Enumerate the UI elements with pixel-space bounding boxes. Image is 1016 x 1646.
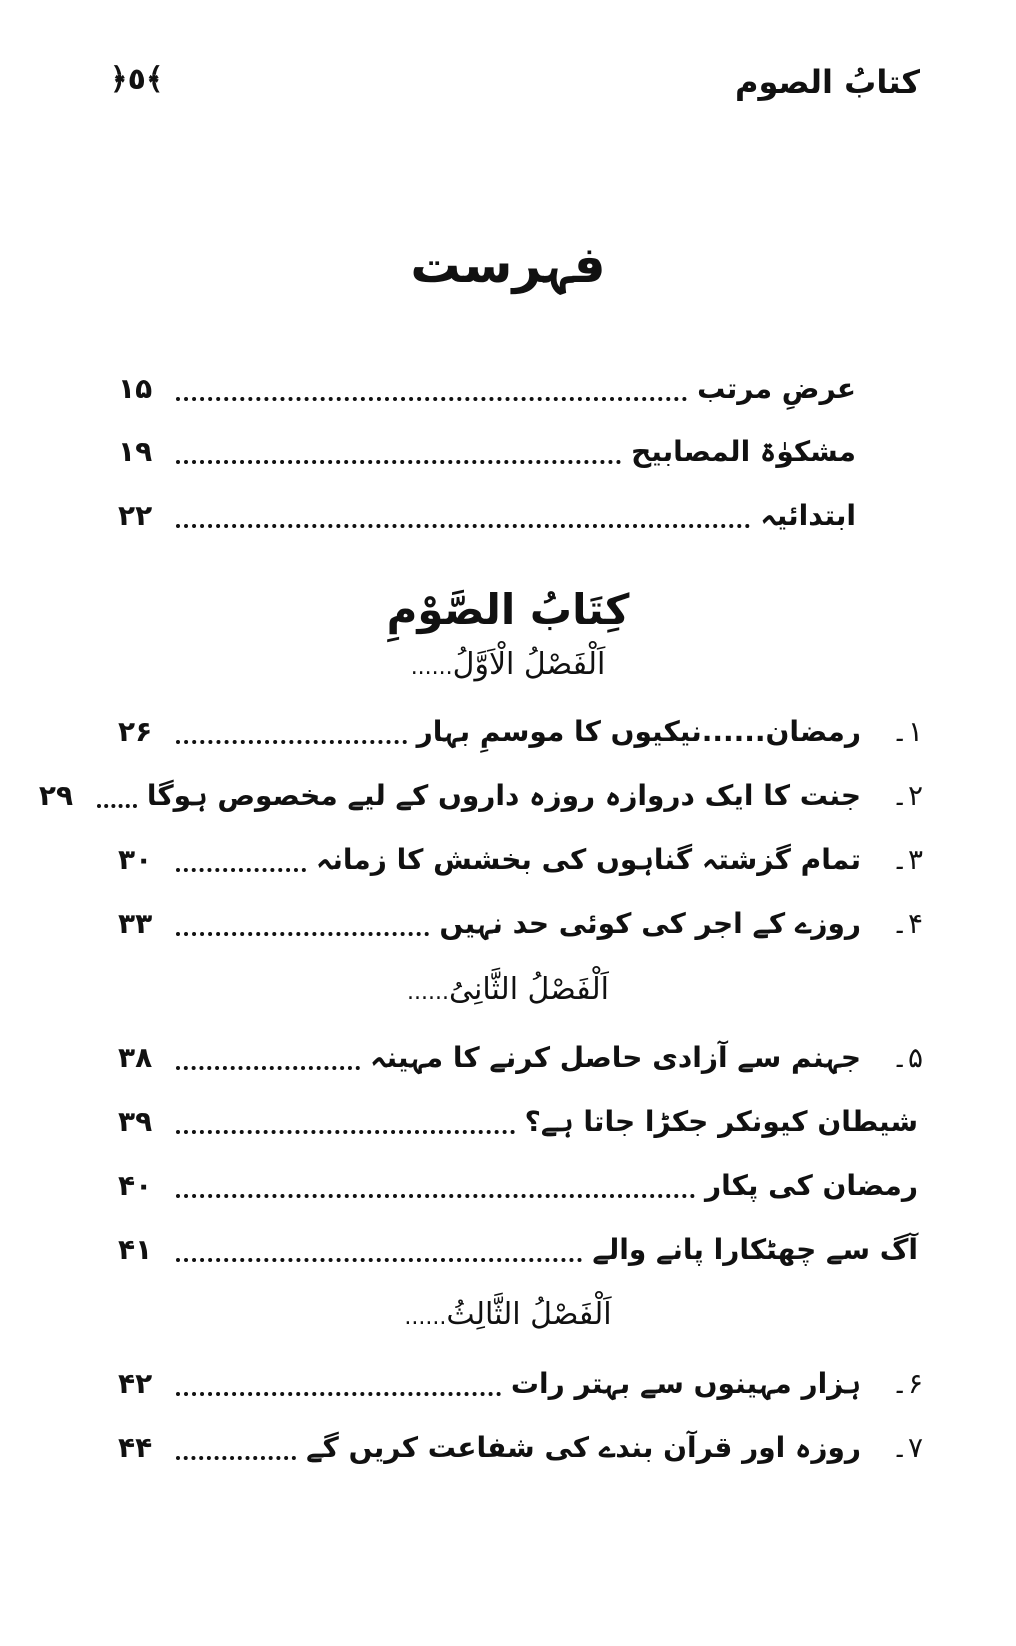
entry-number: ۲۔	[891, 779, 923, 812]
dot-leader	[176, 1392, 501, 1396]
section-heading-text: اَلْفَصْلُ الْاَوَّلُ	[452, 647, 606, 682]
dot-leader	[176, 524, 750, 528]
dot-leader	[176, 868, 306, 872]
entry-page: ۳۳	[118, 907, 153, 940]
toc-entry[interactable]	[118, 1360, 923, 1406]
dot-leader	[176, 1194, 695, 1198]
toc-entry[interactable]	[118, 900, 923, 946]
toc-entry[interactable]	[38, 772, 923, 818]
dot-leader	[176, 1066, 360, 1070]
toc-entry[interactable]	[118, 1424, 923, 1470]
entry-title: روزہ اور قرآن بندے کی شفاعت کریں گے	[306, 1431, 861, 1464]
section-heading-dots: ......	[410, 655, 453, 680]
dot-leader	[176, 1456, 296, 1460]
entry-page: ۳۸	[118, 1041, 153, 1074]
entry-page: ۲۲	[118, 499, 153, 532]
toc-entry[interactable]	[118, 365, 918, 411]
entry-page: ۴۴	[118, 1431, 153, 1464]
entry-title: رمضان کی پکار	[705, 1169, 918, 1202]
toc-entry[interactable]	[118, 428, 918, 474]
page-title: فہرست	[410, 236, 606, 294]
book-title: كِتَابُ الصَّوْمِ	[386, 585, 630, 634]
dot-leader	[176, 932, 429, 936]
toc-entry[interactable]	[118, 708, 923, 754]
section-heading-text: اَلْفَصْلُ الثَّانِیُ	[449, 972, 609, 1007]
entry-title: جہنم سے آزادی حاصل کرنے کا مہینہ	[370, 1041, 861, 1074]
toc-entry[interactable]	[118, 492, 918, 538]
entry-title: رمضان......نیکیوں کا موسمِ بہار	[416, 715, 861, 748]
section-heading	[0, 968, 1016, 1015]
running-book-name: كتابُ الصوم	[734, 63, 920, 101]
entry-title: ہزار مہینوں سے بہتر رات	[510, 1367, 861, 1400]
entry-title: روزے کے اجر کی کوئی حد نہیں	[439, 907, 861, 940]
entry-page: ۱۹	[118, 435, 153, 468]
toc-entry[interactable]	[118, 1162, 918, 1208]
entry-page: ۴۰	[118, 1169, 153, 1202]
running-header	[110, 50, 920, 110]
entry-number: ۵۔	[891, 1041, 923, 1074]
entry-page: ۴۲	[118, 1367, 153, 1400]
toc-entry[interactable]	[118, 1034, 923, 1080]
entry-title: آگ سے چھٹکارا پانے والے	[592, 1233, 918, 1266]
dot-leader	[176, 1130, 515, 1134]
entry-number: ۳۔	[891, 843, 923, 876]
dot-leader	[176, 740, 407, 744]
toc-entry[interactable]	[118, 1226, 918, 1272]
entry-number: ۱۔	[891, 715, 923, 748]
entry-title: عرضِ مرتب	[697, 372, 856, 405]
dot-leader	[176, 397, 687, 401]
dot-leader	[176, 460, 621, 464]
entry-page: ۳۰	[118, 843, 153, 876]
page-number: ﴿٥﴾	[110, 62, 164, 97]
entry-page: ۴۱	[118, 1233, 153, 1266]
entry-title: تمام گزشتہ گناہوں کی بخشش کا زمانہ	[315, 843, 861, 876]
entry-page: ۱۵	[118, 372, 153, 405]
section-heading	[0, 1293, 1016, 1340]
section-heading	[0, 643, 1016, 690]
entry-title: مشکوٰۃ المصابیح	[631, 435, 856, 468]
section-heading-text: اَلْفَصْلُ الثَّالِثُ	[446, 1297, 612, 1332]
entry-number: ۴۔	[891, 907, 923, 940]
section-heading-dots: ......	[407, 980, 449, 1005]
entry-number: ۷۔	[891, 1431, 923, 1464]
toc-entry[interactable]	[118, 1098, 918, 1144]
entry-title: شیطان کیونکر جکڑا جاتا ہے؟	[524, 1105, 918, 1138]
entry-title: جنت کا ایک دروازہ روزہ داروں کے لیے مخصوص ہوگا	[146, 779, 861, 812]
dot-leader	[176, 1258, 582, 1262]
entry-number: ۶۔	[891, 1367, 923, 1400]
dot-leader	[97, 804, 137, 808]
entry-page: ۲۶	[118, 715, 153, 748]
entry-page: ۲۹	[38, 779, 74, 812]
section-heading-dots: ......	[404, 1305, 447, 1330]
entry-page: ۳۹	[118, 1105, 153, 1138]
entry-title: ابتدائیہ	[760, 499, 856, 532]
toc-entry[interactable]	[118, 836, 923, 882]
